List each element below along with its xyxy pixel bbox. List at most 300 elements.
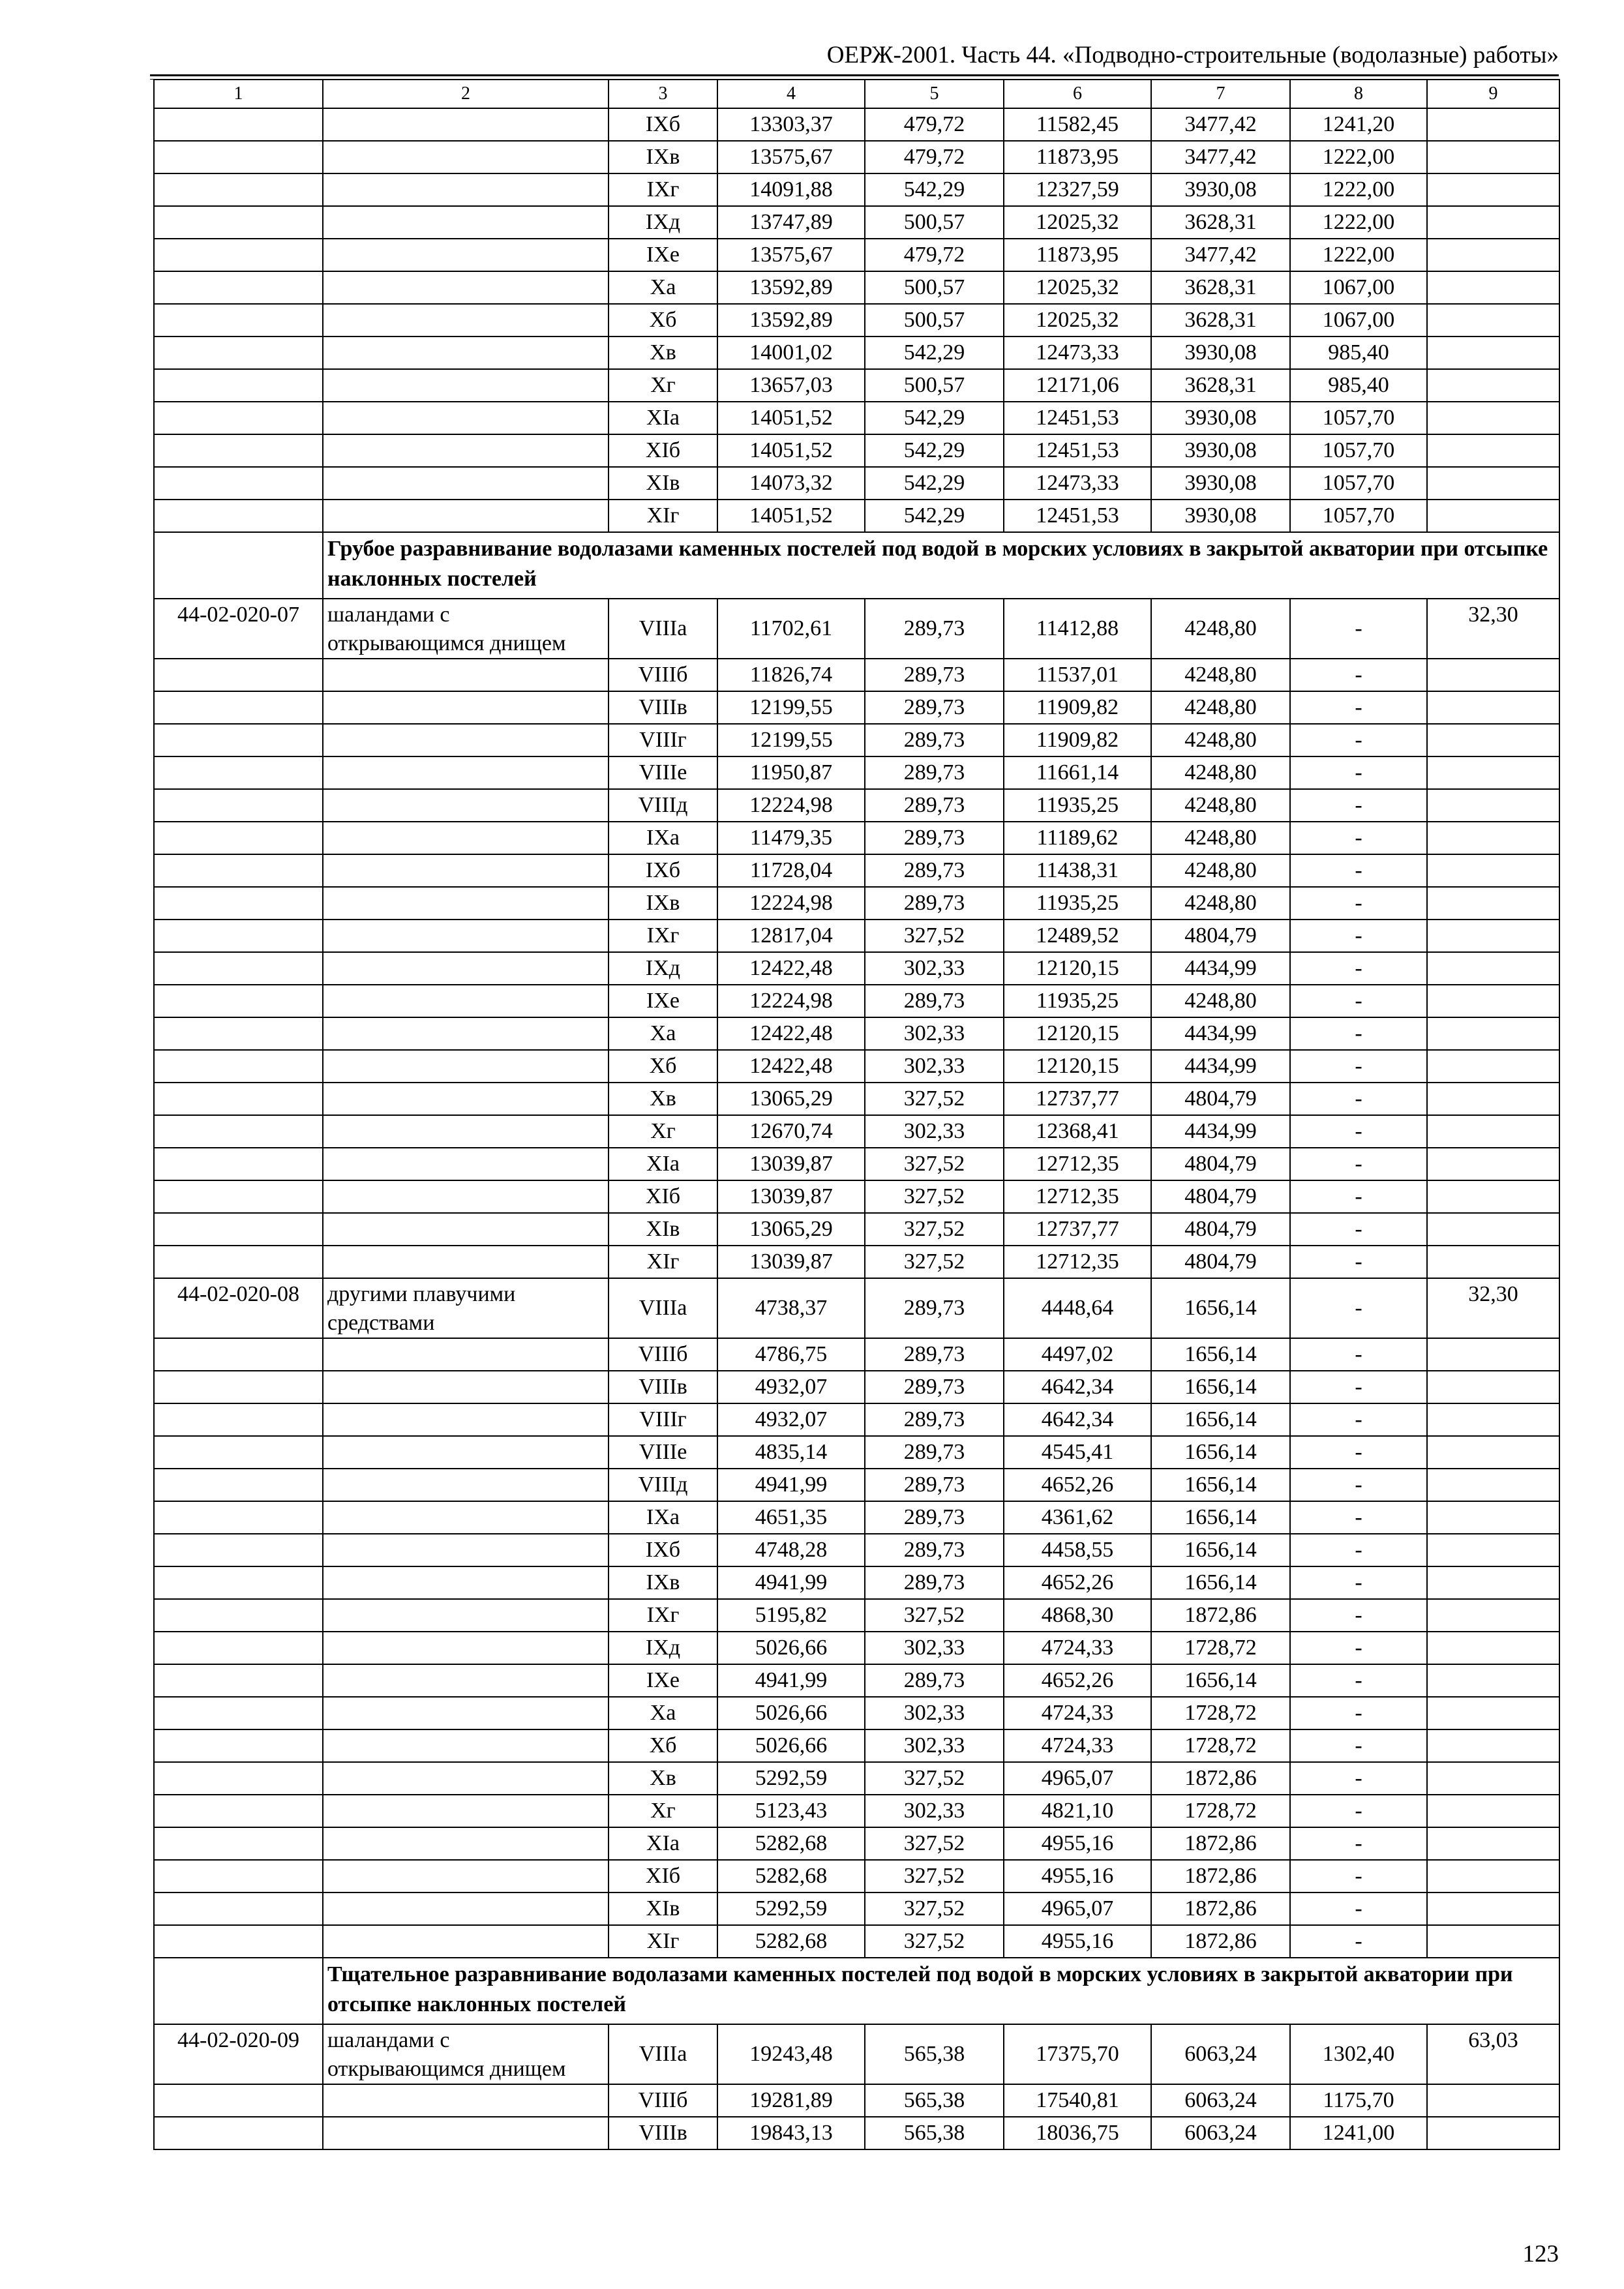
col9-cell: [1427, 239, 1559, 271]
value-cell: 11873,95: [1004, 239, 1151, 271]
item-code: 44-02-020-08: [154, 1278, 323, 1338]
value-cell: 289,73: [865, 1469, 1004, 1501]
column-number: 5: [865, 80, 1004, 108]
page-number: 123: [1522, 2241, 1559, 2267]
value-cell: 11438,31: [1004, 854, 1151, 887]
value-cell: 13592,89: [717, 304, 865, 337]
value-cell: 1656,14: [1151, 1436, 1290, 1469]
col9-cell: [1427, 887, 1559, 920]
table-row: [154, 1083, 1559, 1115]
value-cell: VIIIа: [609, 2024, 717, 2084]
col9-cell: [1427, 1664, 1559, 1697]
value-cell: -: [1290, 1501, 1427, 1534]
code-cell: [154, 1534, 323, 1566]
value-cell: Xб: [609, 1050, 717, 1083]
value-cell: 3477,42: [1151, 141, 1290, 173]
value-cell: XIа: [609, 1148, 717, 1180]
value-cell: 4434,99: [1151, 1050, 1290, 1083]
value-cell: 327,52: [865, 1893, 1004, 1925]
value-cell: 3628,31: [1151, 304, 1290, 337]
col9-cell: [1427, 1148, 1559, 1180]
value-cell: VIIIб: [609, 659, 717, 691]
value-cell: 4941,99: [717, 1469, 865, 1501]
value-cell: -: [1290, 1599, 1427, 1632]
value-cell: 1728,72: [1151, 1729, 1290, 1762]
value-cell: 4642,34: [1004, 1403, 1151, 1436]
value-cell: 5282,68: [717, 1860, 865, 1893]
value-cell: 1872,86: [1151, 1762, 1290, 1795]
value-cell: 289,73: [865, 691, 1004, 724]
code-cell: [154, 271, 323, 304]
col9-cell: [1427, 1860, 1559, 1893]
value-cell: 500,57: [865, 271, 1004, 304]
value-cell: VIIIб: [609, 1338, 717, 1371]
col9-cell: [1427, 2084, 1559, 2117]
value-cell: 289,73: [865, 1436, 1004, 1469]
value-cell: 4361,62: [1004, 1501, 1151, 1534]
value-cell: 3930,08: [1151, 467, 1290, 500]
value-cell: 4804,79: [1151, 1180, 1290, 1213]
value-cell: -: [1290, 1893, 1427, 1925]
value-cell: 289,73: [865, 724, 1004, 756]
value-cell: -: [1290, 822, 1427, 854]
name-cell: [323, 985, 609, 1017]
value-cell: 11826,74: [717, 659, 865, 691]
value-cell: -: [1290, 1278, 1427, 1338]
item-col9: 32,30: [1427, 1278, 1559, 1338]
value-cell: -: [1290, 920, 1427, 952]
value-cell: -: [1290, 599, 1427, 659]
col9-cell: [1427, 1050, 1559, 1083]
code-cell: [154, 920, 323, 952]
name-cell: [323, 952, 609, 985]
value-cell: 12422,48: [717, 1050, 865, 1083]
value-cell: Xг: [609, 1115, 717, 1148]
table-row: [154, 1827, 1559, 1860]
value-cell: -: [1290, 691, 1427, 724]
name-cell: [323, 467, 609, 500]
value-cell: -: [1290, 659, 1427, 691]
value-cell: -: [1290, 1371, 1427, 1403]
value-cell: -: [1290, 1925, 1427, 1958]
name-cell: [323, 337, 609, 369]
value-cell: 4821,10: [1004, 1795, 1151, 1827]
table-row: [154, 1632, 1559, 1664]
col9-cell: [1427, 1632, 1559, 1664]
code-cell: [154, 1371, 323, 1403]
value-cell: 13747,89: [717, 206, 865, 239]
value-cell: 19843,13: [717, 2117, 865, 2149]
name-cell: [323, 822, 609, 854]
value-cell: 18036,75: [1004, 2117, 1151, 2149]
value-cell: 12451,53: [1004, 500, 1151, 532]
name-cell: [323, 1501, 609, 1534]
header-rule: [150, 74, 1559, 76]
col9-cell: [1427, 141, 1559, 173]
value-cell: 13575,67: [717, 141, 865, 173]
table-row: [154, 1050, 1559, 1083]
col9-cell: [1427, 1795, 1559, 1827]
name-cell: [323, 756, 609, 789]
value-cell: -: [1290, 1632, 1427, 1664]
table-row: [154, 1501, 1559, 1534]
value-cell: 3628,31: [1151, 271, 1290, 304]
col9-cell: [1427, 756, 1559, 789]
value-cell: 4738,37: [717, 1278, 865, 1338]
value-cell: 302,33: [865, 1632, 1004, 1664]
col9-cell: [1427, 206, 1559, 239]
value-cell: 12712,35: [1004, 1148, 1151, 1180]
table-row: [154, 1664, 1559, 1697]
table-row: [154, 1729, 1559, 1762]
value-cell: 1067,00: [1290, 271, 1427, 304]
value-cell: 327,52: [865, 1599, 1004, 1632]
code-cell: [154, 1925, 323, 1958]
value-cell: 4955,16: [1004, 1925, 1151, 1958]
code-cell: [154, 2117, 323, 2149]
col9-cell: [1427, 1729, 1559, 1762]
value-cell: 289,73: [865, 887, 1004, 920]
value-cell: 565,38: [865, 2024, 1004, 2084]
table-row: [154, 1697, 1559, 1729]
value-cell: 4932,07: [717, 1371, 865, 1403]
value-cell: Xг: [609, 369, 717, 402]
code-cell: [154, 239, 323, 271]
value-cell: 1656,14: [1151, 1278, 1290, 1338]
value-cell: 4724,33: [1004, 1697, 1151, 1729]
name-cell: [323, 854, 609, 887]
value-cell: 4955,16: [1004, 1860, 1151, 1893]
code-cell: [154, 1017, 323, 1050]
code-cell: [154, 1566, 323, 1599]
code-cell: [154, 1148, 323, 1180]
table-row: [154, 1599, 1559, 1632]
name-cell: [323, 1729, 609, 1762]
name-cell: [323, 1632, 609, 1664]
value-cell: 1175,70: [1290, 2084, 1427, 2117]
value-cell: VIIIв: [609, 2117, 717, 2149]
value-cell: 4652,26: [1004, 1664, 1151, 1697]
value-cell: 11728,04: [717, 854, 865, 887]
value-cell: 12712,35: [1004, 1180, 1151, 1213]
value-cell: -: [1290, 1180, 1427, 1213]
value-cell: 1656,14: [1151, 1469, 1290, 1501]
value-cell: IXв: [609, 1566, 717, 1599]
value-cell: 1728,72: [1151, 1697, 1290, 1729]
name-cell: [323, 1246, 609, 1278]
code-cell: [154, 1083, 323, 1115]
item-col9: 63,03: [1427, 2024, 1559, 2084]
col9-cell: [1427, 1599, 1559, 1632]
table-row: [154, 1371, 1559, 1403]
code-cell: [154, 985, 323, 1017]
code-cell: [154, 467, 323, 500]
value-cell: 19243,48: [717, 2024, 865, 2084]
value-cell: 1728,72: [1151, 1632, 1290, 1664]
section-row: [154, 1958, 1559, 2024]
table-row: [154, 1180, 1559, 1213]
value-cell: 4248,80: [1151, 789, 1290, 822]
value-cell: 4804,79: [1151, 1246, 1290, 1278]
value-cell: 17375,70: [1004, 2024, 1151, 2084]
value-cell: 17540,81: [1004, 2084, 1151, 2117]
value-cell: 302,33: [865, 1017, 1004, 1050]
value-cell: Xа: [609, 1697, 717, 1729]
table-row: [154, 1403, 1559, 1436]
value-cell: 5195,82: [717, 1599, 865, 1632]
value-cell: 5026,66: [717, 1632, 865, 1664]
value-cell: Xа: [609, 1017, 717, 1050]
item-col9: 32,30: [1427, 599, 1559, 659]
value-cell: 11582,45: [1004, 108, 1151, 141]
col9-cell: [1427, 659, 1559, 691]
value-cell: VIIIг: [609, 724, 717, 756]
value-cell: 289,73: [865, 599, 1004, 659]
code-cell: [154, 1729, 323, 1762]
value-cell: 5282,68: [717, 1827, 865, 1860]
name-cell: [323, 304, 609, 337]
column-number: 8: [1290, 80, 1427, 108]
table-row: [154, 1017, 1559, 1050]
value-cell: 14001,02: [717, 337, 865, 369]
value-cell: 12368,41: [1004, 1115, 1151, 1148]
value-cell: 4545,41: [1004, 1436, 1151, 1469]
value-cell: 4651,35: [717, 1501, 865, 1534]
value-cell: 542,29: [865, 337, 1004, 369]
name-cell: [323, 1371, 609, 1403]
value-cell: IXд: [609, 206, 717, 239]
table-row: [154, 854, 1559, 887]
value-cell: XIг: [609, 500, 717, 532]
col9-cell: [1427, 822, 1559, 854]
value-cell: 13039,87: [717, 1148, 865, 1180]
code-cell: [154, 1501, 323, 1534]
value-cell: 479,72: [865, 141, 1004, 173]
table-row: [154, 887, 1559, 920]
name-cell: [323, 1017, 609, 1050]
code-cell: [154, 1180, 323, 1213]
value-cell: VIIIд: [609, 1469, 717, 1501]
table-row: [154, 1278, 1559, 1338]
value-cell: 12025,32: [1004, 304, 1151, 337]
table-row: [154, 1115, 1559, 1148]
table-row: [154, 789, 1559, 822]
value-cell: 327,52: [865, 1213, 1004, 1246]
value-cell: -: [1290, 854, 1427, 887]
value-cell: 1872,86: [1151, 1860, 1290, 1893]
item-name: шаландами с открывающимся днищем: [323, 2024, 609, 2084]
value-cell: 4724,33: [1004, 1729, 1151, 1762]
value-cell: 4248,80: [1151, 724, 1290, 756]
value-cell: 3628,31: [1151, 206, 1290, 239]
name-cell: [323, 1925, 609, 1958]
table-row: [154, 1893, 1559, 1925]
name-cell: [323, 1083, 609, 1115]
value-cell: 11702,61: [717, 599, 865, 659]
value-cell: 500,57: [865, 206, 1004, 239]
value-cell: -: [1290, 1403, 1427, 1436]
value-cell: 5123,43: [717, 1795, 865, 1827]
value-cell: 11189,62: [1004, 822, 1151, 854]
value-cell: -: [1290, 1827, 1427, 1860]
value-cell: 565,38: [865, 2084, 1004, 2117]
name-cell: [323, 1566, 609, 1599]
col9-cell: [1427, 1338, 1559, 1371]
value-cell: 4248,80: [1151, 887, 1290, 920]
value-cell: 13575,67: [717, 239, 865, 271]
value-cell: 289,73: [865, 756, 1004, 789]
value-cell: 11412,88: [1004, 599, 1151, 659]
value-cell: IXе: [609, 985, 717, 1017]
value-cell: 3930,08: [1151, 500, 1290, 532]
value-cell: 1057,70: [1290, 434, 1427, 467]
value-cell: 542,29: [865, 434, 1004, 467]
value-cell: IXв: [609, 141, 717, 173]
value-cell: IXе: [609, 1664, 717, 1697]
value-cell: 12473,33: [1004, 467, 1151, 500]
name-cell: [323, 1469, 609, 1501]
code-cell: [154, 206, 323, 239]
value-cell: Xв: [609, 1762, 717, 1795]
code-cell: [154, 1213, 323, 1246]
code-cell: [154, 337, 323, 369]
item-code: 44-02-020-07: [154, 599, 323, 659]
value-cell: 11909,82: [1004, 691, 1151, 724]
col9-cell: [1427, 1762, 1559, 1795]
value-cell: 1656,14: [1151, 1501, 1290, 1534]
code-cell: [154, 1469, 323, 1501]
value-cell: 4248,80: [1151, 985, 1290, 1017]
value-cell: 1872,86: [1151, 1827, 1290, 1860]
value-cell: -: [1290, 1664, 1427, 1697]
value-cell: Xв: [609, 337, 717, 369]
code-cell: [154, 1827, 323, 1860]
table-row: [154, 1338, 1559, 1371]
value-cell: VIIIе: [609, 756, 717, 789]
col9-cell: [1427, 1115, 1559, 1148]
column-number: 7: [1151, 80, 1290, 108]
value-cell: 1656,14: [1151, 1664, 1290, 1697]
name-cell: [323, 402, 609, 434]
name-cell: [323, 1115, 609, 1148]
col9-cell: [1427, 271, 1559, 304]
value-cell: 327,52: [865, 1180, 1004, 1213]
value-cell: 4248,80: [1151, 691, 1290, 724]
col9-cell: [1427, 1893, 1559, 1925]
code-cell: [154, 108, 323, 141]
value-cell: 542,29: [865, 467, 1004, 500]
table-row: [154, 2117, 1559, 2149]
col9-cell: [1427, 1697, 1559, 1729]
column-number: 9: [1427, 80, 1559, 108]
col9-cell: [1427, 1501, 1559, 1534]
value-cell: 6063,24: [1151, 2084, 1290, 2117]
code-cell: [154, 402, 323, 434]
code-cell: [154, 854, 323, 887]
value-cell: 289,73: [865, 1278, 1004, 1338]
name-cell: [323, 659, 609, 691]
code-cell: [154, 2084, 323, 2117]
table-row: [154, 304, 1559, 337]
value-cell: 302,33: [865, 1729, 1004, 1762]
value-cell: XIа: [609, 1827, 717, 1860]
value-cell: 12451,53: [1004, 402, 1151, 434]
value-cell: 11935,25: [1004, 789, 1151, 822]
table-row: [154, 985, 1559, 1017]
value-cell: 327,52: [865, 1246, 1004, 1278]
value-cell: XIв: [609, 1893, 717, 1925]
value-cell: 12199,55: [717, 691, 865, 724]
value-cell: VIIIб: [609, 2084, 717, 2117]
value-cell: 4248,80: [1151, 659, 1290, 691]
value-cell: -: [1290, 1860, 1427, 1893]
value-cell: 12737,77: [1004, 1083, 1151, 1115]
value-cell: VIIIв: [609, 691, 717, 724]
table-row: [154, 369, 1559, 402]
rates-table: [153, 79, 1560, 2150]
value-cell: 327,52: [865, 1762, 1004, 1795]
name-cell: [323, 1762, 609, 1795]
value-cell: 1241,00: [1290, 2117, 1427, 2149]
column-number: 4: [717, 80, 865, 108]
value-cell: 4724,33: [1004, 1632, 1151, 1664]
table-row: [154, 952, 1559, 985]
value-cell: -: [1290, 724, 1427, 756]
value-cell: 3930,08: [1151, 402, 1290, 434]
name-cell: [323, 789, 609, 822]
value-cell: 14091,88: [717, 173, 865, 206]
table-row: [154, 659, 1559, 691]
col9-cell: [1427, 789, 1559, 822]
value-cell: 12473,33: [1004, 337, 1151, 369]
value-cell: Xб: [609, 304, 717, 337]
value-cell: 3628,31: [1151, 369, 1290, 402]
code-cell: [154, 434, 323, 467]
value-cell: 4434,99: [1151, 952, 1290, 985]
table-row: [154, 1795, 1559, 1827]
table-row: [154, 1860, 1559, 1893]
value-cell: 289,73: [865, 1501, 1004, 1534]
value-cell: 1222,00: [1290, 239, 1427, 271]
name-cell: [323, 1148, 609, 1180]
value-cell: 5292,59: [717, 1893, 865, 1925]
value-cell: 4448,64: [1004, 1278, 1151, 1338]
value-cell: -: [1290, 1795, 1427, 1827]
name-cell: [323, 271, 609, 304]
name-cell: [323, 1180, 609, 1213]
value-cell: 12224,98: [717, 985, 865, 1017]
table-row: [154, 756, 1559, 789]
value-cell: IXб: [609, 1534, 717, 1566]
value-cell: 542,29: [865, 500, 1004, 532]
name-cell: [323, 1050, 609, 1083]
name-cell: [323, 1213, 609, 1246]
value-cell: 302,33: [865, 1050, 1004, 1083]
value-cell: 4965,07: [1004, 1762, 1151, 1795]
value-cell: -: [1290, 1469, 1427, 1501]
value-cell: 4804,79: [1151, 920, 1290, 952]
code-cell: [154, 1893, 323, 1925]
code-cell: [154, 1762, 323, 1795]
value-cell: 289,73: [865, 1534, 1004, 1566]
name-cell: [323, 691, 609, 724]
col9-cell: [1427, 1180, 1559, 1213]
col9-cell: [1427, 1213, 1559, 1246]
name-cell: [323, 434, 609, 467]
name-cell: [323, 1893, 609, 1925]
value-cell: 327,52: [865, 1148, 1004, 1180]
value-cell: 500,57: [865, 369, 1004, 402]
